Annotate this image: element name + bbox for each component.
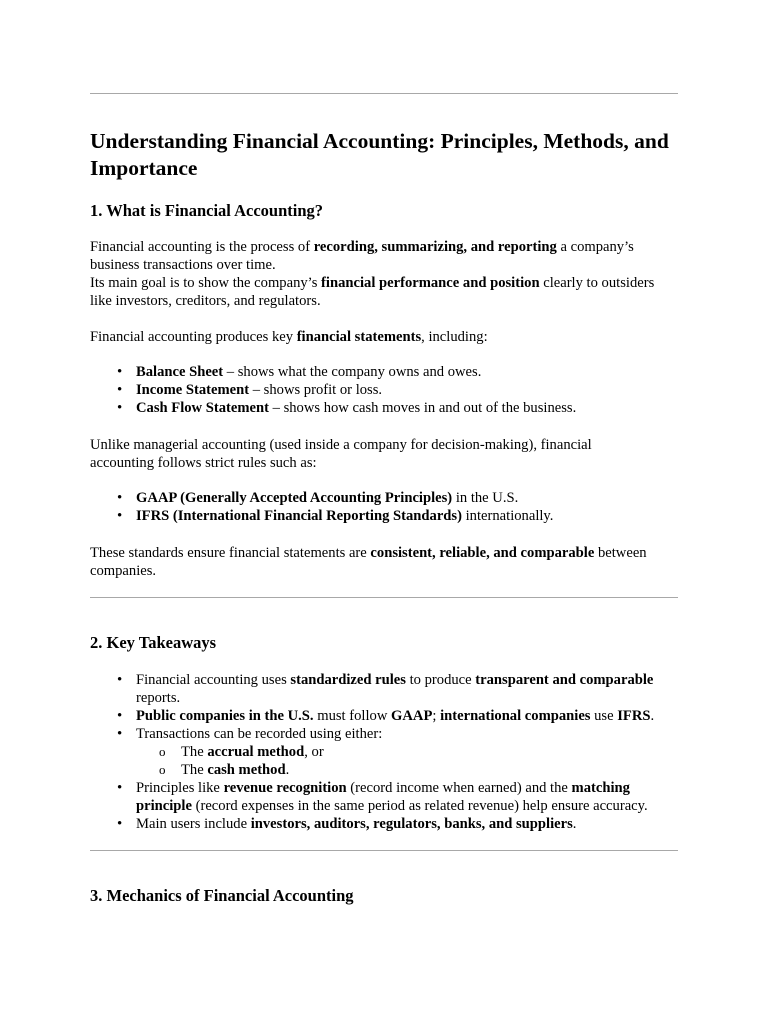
list-item	[136, 725, 678, 779]
list-item: • Cash Flow Statement – shows how cash moves in and out of the business.	[136, 399, 678, 417]
section-1-paragraph-5: These standards ensure financial statements are consistent, reliable, and comparable between companies.	[90, 545, 647, 579]
bold-text: Public companies in the U.S.	[136, 708, 314, 724]
bold-text: consistent, reliable, and comparable	[370, 545, 595, 561]
list-item: • Financial accounting uses standardized rules to produce transparent and comparable reports.	[136, 671, 678, 707]
section-1-heading: 1. What is Financial Accounting?	[90, 201, 324, 220]
bold-text: accrual method	[207, 744, 305, 760]
bold-text: financial statements	[296, 329, 422, 345]
list-item-text: Transactions can be recorded using either:	[136, 726, 383, 742]
section-1-paragraph-3: Financial accounting produces key financial statements, including:	[90, 329, 488, 345]
section-divider-1	[90, 597, 678, 598]
bold-text: GAAP	[391, 708, 433, 724]
section-2-heading: 2. Key Takeaways	[90, 633, 217, 652]
list-item: • IFRS (International Financial Reporting Standards) internationally.	[136, 507, 678, 525]
sub-list-item: o The accrual method, or	[181, 743, 678, 761]
bold-text: cash method	[207, 762, 286, 778]
bold-text: Cash Flow Statement	[136, 400, 269, 416]
list-item: • Income Statement – shows profit or loss.	[136, 381, 678, 399]
bold-text: investors, auditors, regulators, banks, and suppliers	[250, 816, 573, 832]
accounting-rules-list	[90, 489, 678, 525]
section-divider-2	[90, 850, 678, 851]
bold-text: Balance Sheet	[136, 364, 224, 380]
list-item: • Principles like revenue recognition (record income when earned) and the matching principle (record expenses in the same period as related revenue) help ensure accuracy.	[136, 779, 678, 815]
section-1-paragraph-2: Its main goal is to show the company’s financial performance and position clearly to outsiders like investors, creditors, and regulators.	[90, 275, 655, 309]
bold-text: IFRS (International Financial Reporting Standards)	[136, 508, 462, 524]
bold-text: recording, summarizing, and reporting	[313, 239, 557, 255]
section-1-paragraph-1: Financial accounting is the process of recording, summarizing, and reporting a company’s business transactions over time.	[90, 239, 634, 273]
section-3-heading: 3. Mechanics of Financial Accounting	[90, 886, 354, 905]
recording-methods-list	[136, 743, 678, 779]
bold-text: transparent and comparable	[475, 672, 654, 688]
top-divider	[90, 93, 678, 94]
document-title: Understanding Financial Accounting: Principles, Methods, and Importance	[90, 129, 669, 180]
section-1-paragraph-4: Unlike managerial accounting (used inside a company for decision-making), financial accounting follows strict rules such as:	[90, 437, 592, 471]
bold-text: IFRS	[617, 708, 651, 724]
list-item: • Balance Sheet – shows what the company owns and owes.	[136, 363, 678, 381]
list-item: • Main users include investors, auditors, regulators, banks, and suppliers.	[136, 815, 678, 833]
key-takeaways-list	[90, 671, 678, 833]
bold-text: international companies	[440, 708, 591, 724]
bold-text: financial performance and position	[321, 275, 540, 291]
bold-text: GAAP (Generally Accepted Accounting Principles)	[136, 490, 453, 506]
financial-statements-list	[90, 363, 678, 417]
list-item: • Public companies in the U.S. must follow GAAP; international companies use IFRS.	[136, 707, 678, 725]
list-item: • GAAP (Generally Accepted Accounting Principles) in the U.S.	[136, 489, 678, 507]
bold-text: revenue recognition	[223, 780, 347, 796]
bold-text: standardized rules	[290, 672, 406, 688]
sub-list-item: o The cash method.	[181, 761, 678, 779]
bold-text: matching principle	[136, 780, 630, 814]
bold-text: Income Statement	[136, 382, 250, 398]
